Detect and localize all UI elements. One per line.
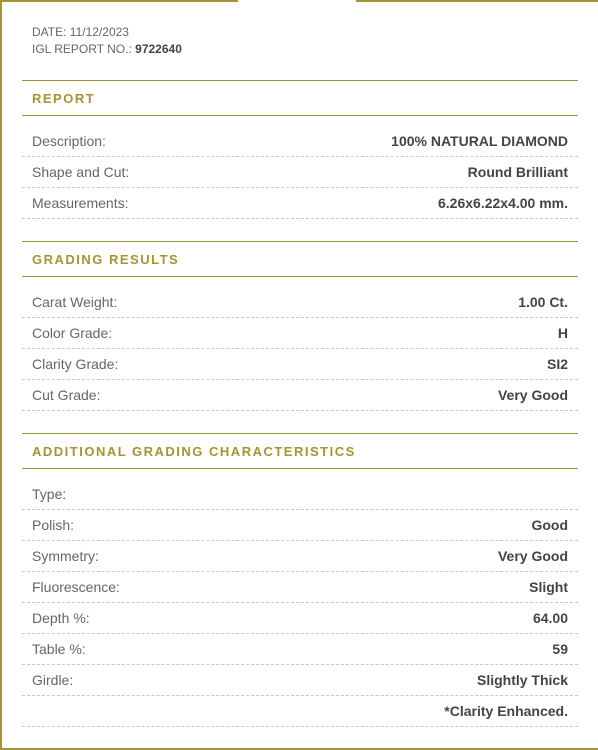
row-value: 1.00 Ct. [518, 294, 568, 310]
row-value: SI2 [546, 356, 568, 372]
row-type [22, 479, 578, 510]
row-value: 6.26x6.22x4.00 mm. [438, 195, 568, 211]
row-clarity-note [22, 696, 578, 727]
row-girdle [22, 665, 578, 696]
frame-top-left-line [0, 0, 238, 2]
row-value: Slight [529, 579, 568, 595]
row-label: Color Grade: [32, 325, 113, 341]
report-number-value: 9722640 [135, 42, 182, 56]
row-label: Fluorescence: [32, 579, 120, 595]
section-report [22, 80, 578, 219]
section-rows [22, 116, 578, 219]
frame-top-right-line [356, 0, 598, 2]
row-symmetry [22, 541, 578, 572]
row-carat-weight [22, 287, 578, 318]
row-value: 59 [552, 641, 568, 657]
row-measurements [22, 188, 578, 219]
row-label: Description: [32, 133, 106, 149]
row-cut-grade [22, 380, 578, 411]
section-grading-results [22, 241, 578, 411]
section-title: ADDITIONAL GRADING CHARACTERISTICS [22, 433, 578, 469]
row-clarity-grade [22, 349, 578, 380]
row-polish [22, 510, 578, 541]
row-label: Depth %: [32, 610, 90, 626]
row-value: Good [531, 517, 568, 533]
row-value: Very Good [497, 387, 568, 403]
section-title: REPORT [22, 80, 578, 116]
row-label: Clarity Grade: [32, 356, 119, 372]
row-value: Round Brilliant [467, 164, 568, 180]
row-value: Slightly Thick [476, 672, 568, 688]
report-number-label: IGL REPORT NO.: [32, 42, 132, 56]
report-number-line [32, 41, 182, 58]
date-label: DATE: [32, 25, 67, 39]
row-value: Very Good [497, 548, 568, 564]
row-color-grade [22, 318, 578, 349]
row-label: Shape and Cut: [32, 164, 130, 180]
date-value: 11/12/2023 [69, 25, 129, 39]
row-label: Polish: [32, 517, 75, 533]
section-rows [22, 277, 578, 411]
row-label: Symmetry: [32, 548, 99, 564]
row-depth [22, 603, 578, 634]
row-label: Girdle: [32, 672, 74, 688]
section-additional-characteristics [22, 433, 578, 727]
row-value: 64.00 [532, 610, 568, 626]
date-line [32, 24, 182, 41]
row-label: Type: [32, 486, 67, 502]
row-description [22, 126, 578, 157]
row-label: Cut Grade: [32, 387, 101, 403]
section-title: GRADING RESULTS [22, 241, 578, 277]
section-rows [22, 469, 578, 727]
report-header [32, 24, 182, 58]
row-value: H [557, 325, 568, 341]
row-label: Carat Weight: [32, 294, 118, 310]
row-value: 100% NATURAL DIAMOND [391, 133, 568, 149]
row-label: Measurements: [32, 195, 129, 211]
clarity-enhanced-note: *Clarity Enhanced. [444, 703, 568, 719]
row-fluorescence [22, 572, 578, 603]
row-label: Table %: [32, 641, 86, 657]
row-table [22, 634, 578, 665]
row-shape-cut [22, 157, 578, 188]
